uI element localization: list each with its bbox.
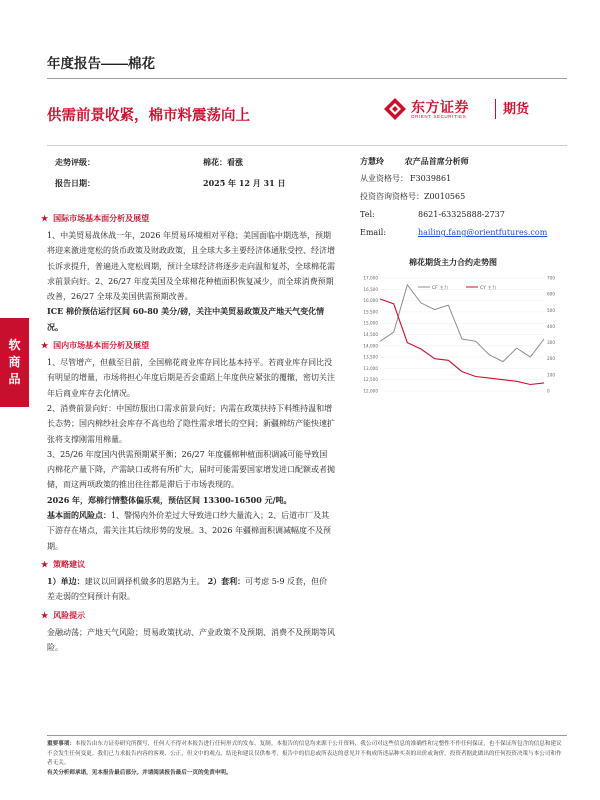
email-row — [360, 224, 570, 242]
y2-tick-label: 600 — [547, 291, 555, 297]
strategy-content — [47, 574, 335, 605]
y-tick-label: 12,000 — [363, 388, 378, 394]
paragraph: 3、25/26 年度国内供需预期紧平衡；26/27 年度疆棉种植面积调减可能导致国内棉花产量下降，产需缺口或将有所扩大，届时可能需要国家增发进口配额或者抛储，而这两项政策的推出往往都是滞后于市场表现的。 — [47, 449, 335, 490]
paragraph: 1、尽管增产，但截至目前，全国棉花商业库存同比基本持平。若商业库存同比没有明显的增量，市场将担心年度后期是否会重蹈上年度供应紧张的覆辙，密切关注年后商业库存去化情况。 — [47, 358, 335, 398]
star-icon: ★ — [41, 558, 49, 569]
strategy-paragraph — [47, 574, 335, 605]
email-link[interactable]: hailing.fang@orientfutures.com — [418, 228, 548, 237]
y2-tick-label: 200 — [547, 356, 555, 362]
section-heading-strategy — [41, 559, 335, 570]
title-divider — [47, 145, 567, 146]
analyst-name: 方慧玲 — [360, 156, 384, 166]
tel-row — [360, 206, 570, 224]
chart-legend — [418, 284, 497, 291]
paragraph: 1、中美贸易战休战一年，2026 年贸易环境相对平稳；美国面临中期选举，预期将迎来激进宽松的货币政策及财政政策，且全球大多主要经济体通胀受控、经济增长诉求提升，普遍进入宽松周期，预计全球经济将逐步走向温和复苏，全球棉花需求前景向好。2、26/27 年度美国及全球棉花种植面积恢复减少，而全球消费预期改善，26/27 全球及美国供需预期改善。 — [47, 231, 335, 302]
report-main-title: 供需前景收紧，棉市料震荡向上 — [47, 108, 250, 124]
side-tab-char: 软 — [8, 338, 21, 352]
trend-value: 看涨 — [227, 157, 243, 167]
strategy-text: 建议以回调择机做多的思路为主。 — [84, 576, 205, 586]
logo-mark-icon — [383, 97, 407, 121]
logo-wordmark: 东方证券 — [411, 99, 469, 115]
category-side-tab — [0, 318, 29, 407]
strategy-text: 可考虑 5-9 反套，但价差走弱的空间预计有限。 — [47, 576, 328, 602]
chart-title: 棉花期货主力合约走势图 — [409, 257, 497, 267]
y-tick-label: 13,000 — [363, 365, 378, 371]
y2-tick-label: 700 — [547, 275, 555, 281]
company-logo — [383, 97, 568, 123]
section-title: 风险提示 — [53, 609, 86, 620]
risk-points-label: 基本面的风险点： — [47, 510, 111, 521]
report-date: 2025 年 12 月 31 日 — [203, 178, 286, 188]
y2-tick-label: 500 — [547, 307, 555, 313]
trend-label: 走势评级： — [55, 157, 95, 167]
domestic-content — [47, 355, 335, 554]
star-icon: ★ — [41, 213, 49, 223]
strategy-label: 1）单边： — [47, 575, 85, 586]
section-heading-intl — [41, 213, 335, 224]
y-tick-label: 14,500 — [363, 332, 378, 337]
logo-subtitle: ORIENT SECURITIES — [411, 114, 467, 119]
tel-label: Tel: — [360, 210, 375, 219]
y-tick-label: 15,500 — [363, 309, 378, 315]
y-tick-label: 16,000 — [363, 298, 378, 304]
paragraph: 2、消费前景向好：中国纺服出口需求前景向好；内需在政策扶持下料维持温和增长态势；国内棉纱社会库存不高也给了隐性需求增长的空间；新疆棉纺产能快速扩张将支撑刚需用棉量。 — [47, 403, 335, 444]
consult-value: Z0010565 — [424, 192, 466, 201]
y-tick-label: 16,500 — [363, 286, 378, 292]
analyst-role: 农产品首席分析师 — [404, 156, 469, 166]
star-icon: ★ — [41, 609, 49, 620]
email-label: Email: — [360, 228, 387, 237]
footer-divider — [47, 735, 567, 736]
trend-rating — [203, 157, 243, 168]
section-heading-domestic — [41, 340, 335, 351]
risk-points-text: 1、警惕内外价差过大导致进口纱大量流入；2、后道市厂及其下游存在堵点，需关注其后续形势的发展。3、2026 年疆棉面积调减幅度不及预期。 — [47, 511, 331, 551]
logo-futures: 期货 — [503, 101, 530, 116]
paragraph: 金融动荡；产地天气风险；贸易政策扰动、产业政策不及预期、消费不及预期等风险。 — [47, 627, 335, 652]
legend-label: CY 主力 — [480, 286, 497, 291]
consult-label: 投资咨询资格号： — [360, 192, 424, 201]
disclaimer-text: 本报告由东方证券研究所撰写，任何人不得对本报告进行任何形式的发布、复制。本报告的信息均来源于公开资料，我公司对这些信息的准确性和完整性不作任何保证，也不保证所包含的信息和建议不会发生任何变更。我们已力求报告内容的客观、公正，但文中的观点、结论和建议仅供参考，报告中的信息或所表达的意见并不构成所述品种买卖的出价或询价，投资者据此做出的任何投资决策与本公司和作者无关。 — [47, 741, 562, 767]
star-icon: ★ — [41, 340, 49, 351]
disclaimer — [47, 740, 567, 778]
disclaimer-label: 重要事项： — [47, 741, 75, 747]
paragraph-bold: ICE 棉价预估运行区间 60-80 美分/磅，关注中美贸易政策及产地天气变化情况。 — [47, 306, 325, 332]
section-title: 国际市场基本面分析及展望 — [53, 213, 150, 223]
analyst-info — [360, 152, 570, 242]
consult-row — [360, 188, 570, 206]
report-type-title: 年度报告——棉花 — [47, 56, 155, 71]
y-tick-label: 14,000 — [363, 343, 378, 349]
license-value: F3039861 — [410, 174, 452, 183]
y-tick-label: 13,500 — [363, 354, 378, 360]
price-chart — [358, 273, 568, 398]
y2-tick-label: 100 — [547, 372, 555, 378]
license-label: 从业资格号： — [360, 174, 408, 183]
strategy-label: 2）套利： — [207, 575, 246, 586]
left-axis-ticks — [363, 276, 378, 394]
section-title: 国内市场基本面分析及展望 — [53, 340, 150, 351]
tel-value: 8621-63325888-2737 — [418, 210, 505, 219]
side-tab-char: 商 — [8, 355, 21, 369]
section-title: 策略建议 — [53, 558, 86, 569]
body-column — [35, 213, 335, 655]
date-label: 报告日期： — [55, 178, 95, 188]
header-divider — [47, 78, 567, 79]
side-tab-char: 品 — [8, 372, 21, 386]
commodity-label: 棉花： — [203, 157, 227, 167]
license-row — [360, 170, 570, 188]
paragraph-bold: 2026 年，郑棉行情整体偏乐观，预估区间 13300-16500 元/吨。 — [47, 494, 292, 505]
y2-tick-label: 300 — [547, 340, 555, 346]
right-axis-ticks — [547, 276, 555, 394]
y-tick-label: 12,500 — [363, 377, 378, 383]
analyst-header — [360, 152, 570, 170]
y2-tick-label: 400 — [547, 323, 555, 329]
disclaimer-note: 有关分析师承诺，见本报告最后部分。并请阅读报告最后一页的免责申明。 — [47, 769, 232, 776]
y2-tick-label: 0 — [547, 388, 550, 394]
section-heading-risk — [41, 610, 335, 621]
risk-points — [47, 508, 335, 554]
y-tick-label: 15,000 — [363, 320, 378, 326]
legend-label: CF 主力 — [432, 286, 449, 291]
logo-separator — [495, 99, 496, 119]
y-tick-label: 17,000 — [363, 275, 378, 281]
intl-content — [47, 228, 335, 335]
risk-content — [47, 625, 335, 656]
